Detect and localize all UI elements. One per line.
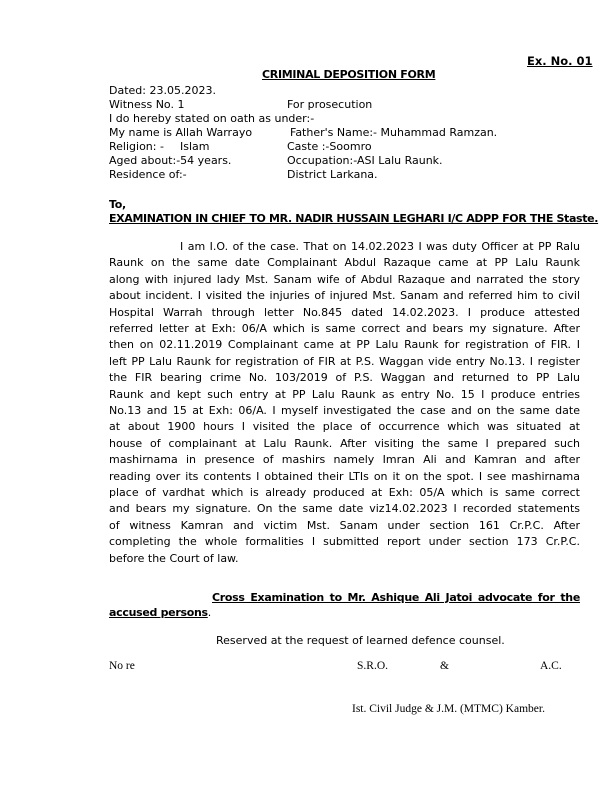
body-line: I am I.O. of the case. That on 14.02.2023 I was duty Officer at PP Ralu xyxy=(180,240,580,253)
cross-examination-heading-cont xyxy=(109,606,211,619)
body-line: the FIR bearing crime No. 103/2019 of P.S. Waggan and returned to PP Lalu xyxy=(109,371,580,385)
body-line: about incident. I visited the injuries of injured Mst. Sanam and referred him to civil xyxy=(109,289,580,303)
form-title: CRIMINAL DEPOSITION FORM xyxy=(262,68,436,81)
body-line: mashirnama in presence of mashirs namely Imran Ali and Kamran and after xyxy=(109,453,580,467)
body-line: reading over its contents I obtained their LTIs on it on the spot. I see mashirnama xyxy=(109,469,580,483)
exhibit-number: Ex. No. 01 xyxy=(527,54,593,68)
body-line: Raunk and kept such entry at PP Lalu Raunk as entry No. 15 I produce entries xyxy=(109,387,580,401)
witness-side: For prosecution xyxy=(287,98,373,111)
father-name: Father's Name:- Muhammad Ramzan. xyxy=(290,126,498,139)
body-line: No.13 and 15 at Exh: 06/A. I myself investigated the case and on the same date xyxy=(109,404,580,417)
witness-name: My name is Allah Warrayo xyxy=(109,126,253,139)
residence-label: Residence of:- xyxy=(109,168,187,181)
body-line: then on 02.11.2019 Complainant came at PP Lalu Raunk for registration of FIR. I xyxy=(109,338,580,352)
occupation: Occupation:-ASI Lalu Raunk. xyxy=(287,154,443,167)
sro: S.R.O. xyxy=(357,660,388,672)
ampersand: & xyxy=(440,660,449,672)
addressee: To, xyxy=(109,198,126,211)
body-line: house of complainant at Lalu Raunk. After visiting the same I prepared such xyxy=(109,436,580,450)
body-line: of witness Kamran and victim Mst. Sanam under section 161 Cr.P.C. After xyxy=(109,518,580,532)
witness-no: Witness No. 1 xyxy=(109,98,185,111)
no-re: No re xyxy=(109,660,135,672)
religion: Islam xyxy=(180,140,210,153)
ac: A.C. xyxy=(540,660,562,672)
accused-persons: accused persons xyxy=(109,606,208,619)
body-line: referred letter at Exh: 06/A which is same correct and bears my signature. After xyxy=(109,322,580,335)
examination-heading: EXAMINATION IN CHIEF TO MR. NADIR HUSSAIN LEGHARI I/C ADPP FOR THE Staste. xyxy=(109,212,599,225)
cross-examination-heading: Cross Examination to Mr. Ashique Ali Jatoi advocate for the xyxy=(212,591,580,604)
body-line: along with injured lady Mst. Sanam wife of Abdul Razaque and narrated the story xyxy=(109,272,580,286)
religion-label: Religion: - xyxy=(109,140,164,153)
caste: Caste :-Soomro xyxy=(287,140,372,153)
body-line: Hospital Warrah through letter No.845 dated 14.02.2023. I produce attested xyxy=(109,305,580,319)
age: Aged about:-54 years. xyxy=(109,154,232,167)
dated: Dated: 23.05.2023. xyxy=(109,84,216,97)
oath-statement: I do hereby stated on oath as under:- xyxy=(109,112,315,125)
residence: District Larkana. xyxy=(287,168,378,181)
body-line: and bears my signature. On the same date viz14.02.2023 I recorded statements xyxy=(109,502,580,516)
body-line: place of vardhat which is already produced at Exh: 05/A which is same correct xyxy=(109,486,580,499)
body-line: before the Court of law. xyxy=(109,551,239,565)
judge-signature-line: Ist. Civil Judge & J.M. (MTMC) Kamber. xyxy=(352,703,545,715)
period: . xyxy=(207,606,212,619)
body-line: Raunk on the same date Complainant Abdul Razaque came at PP Lalu Raunk xyxy=(109,256,580,270)
body-line: at about 1900 hours I visited the place of occurrence which was situated at xyxy=(109,420,580,434)
body-line: left PP Lalu Raunk for registration of FIR at P.S. Waggan vide entry No.13. I register xyxy=(109,354,580,368)
body-line: completing the whole formalities I submitted report under section 173 Cr.P.C. xyxy=(109,535,580,549)
reserved-note: Reserved at the request of learned defence counsel. xyxy=(216,634,505,647)
